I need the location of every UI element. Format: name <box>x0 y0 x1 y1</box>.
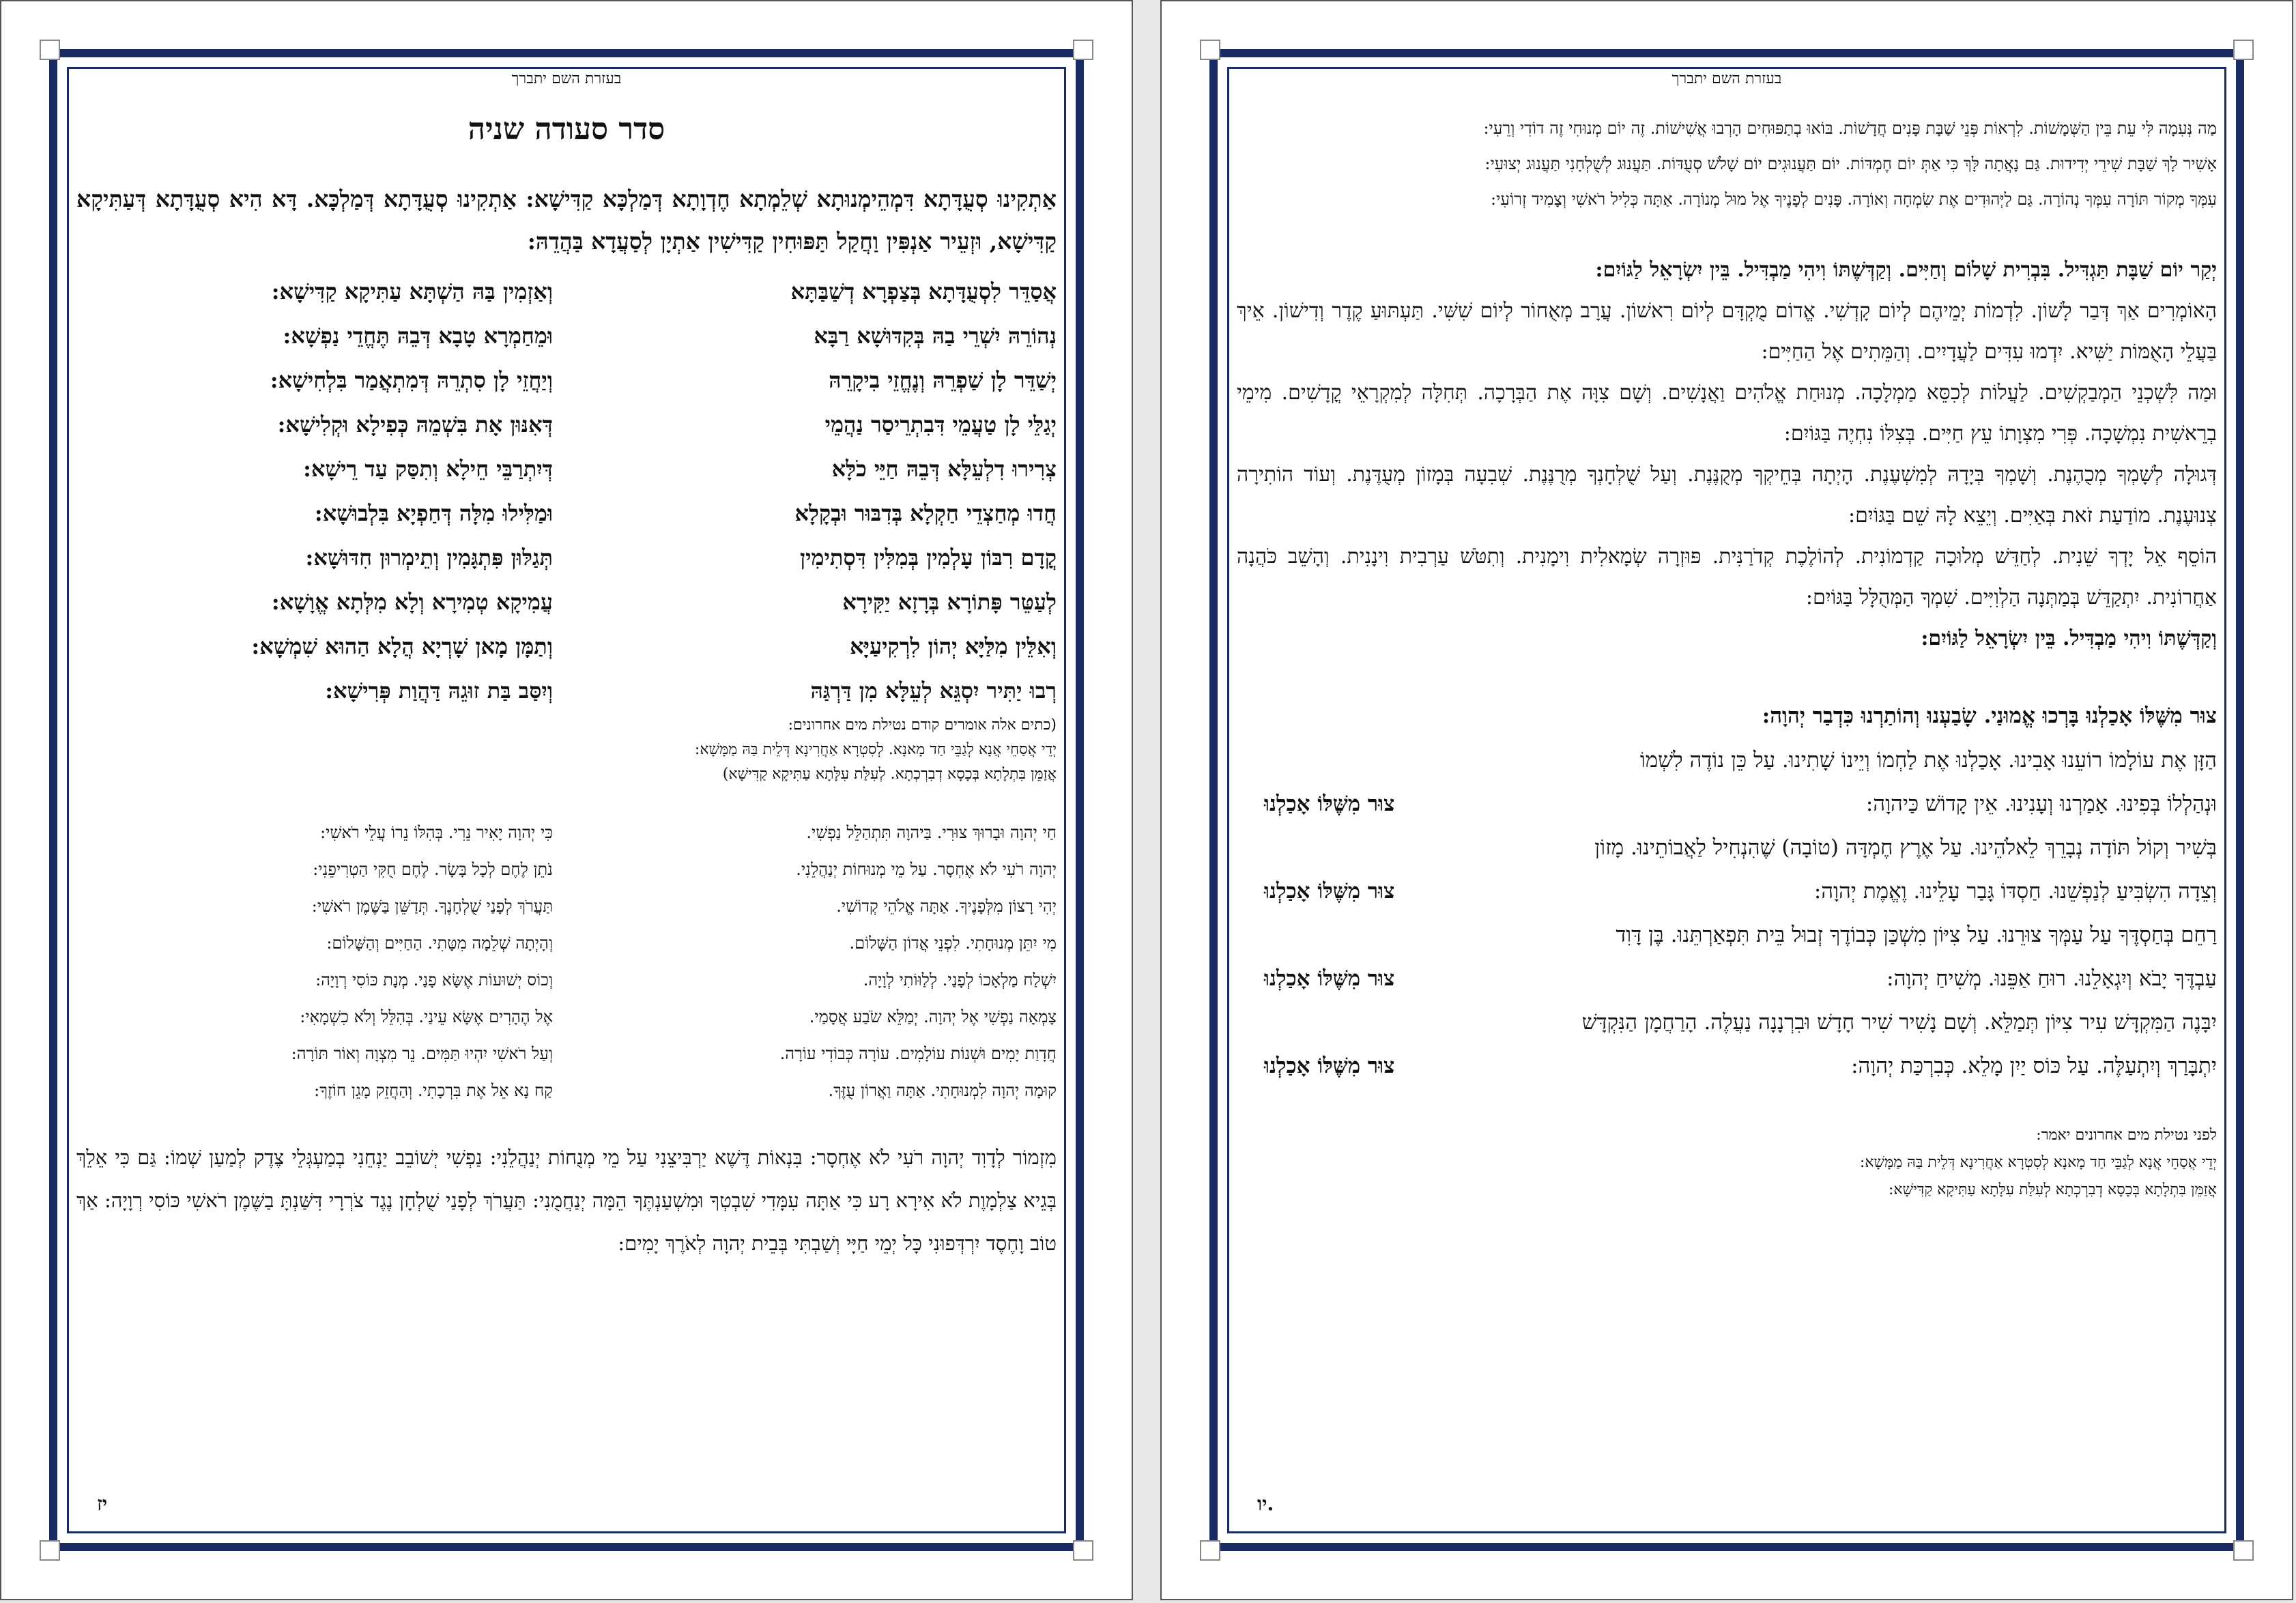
tzur-verse <box>1237 913 2217 1000</box>
song-line: צָמְאָה נַפְשִׁי אֶל יְהוָה. יְמַלֵּא שֹׂבַע אֲסָמַי. <box>809 1007 1057 1026</box>
song-line: וְכוֹס יְשׁוּעוֹת אֶשָּׂא פָנַי. מְנָת כּוֹסִי רְוָיָה: <box>315 970 553 990</box>
corner-ornament-icon <box>40 1540 60 1561</box>
left-page-content <box>76 70 1057 1524</box>
verse-line: בְּשִׁיר וְקוֹל תּוֹדָה נְבָרֵךְ לֵאלֹהֵינוּ. עַל אֶרֶץ חֶמְדָּה (טוֹבָה) שֶׁהִנְחִיל לַאֲבוֹתֵינוּ. מָזוֹן <box>1594 835 2217 860</box>
song-line: וְהָיְתָה שְׁלֵמָה מִטָּתִי. הַחַיִּים וְהַשָּׁלוֹם: <box>326 934 553 953</box>
right-page-content <box>1237 70 2217 1524</box>
song-line: צְרִירוּ דִלְעֵלָּא דְּבֵהּ חַיֵּי כֹלָּא <box>831 456 1057 482</box>
verse-line-with-refrain <box>1237 782 2217 826</box>
yekar-stanza: הָאוֹמְרִים אַךְ דְּבַר לָשׁוֹן. לִדְמוֹת יְמֵיהֶם לְיוֹם קָדְשִׁי. אֱדוֹם מֻקְדָּם לְיוֹם רִאשׁוֹן. עֲרָב מְאֻחוֹר לְיוֹם שִׁשִּׁי. תַּעְתּוּעַ קֶדֶר וְדִישׁוֹן. אֵיךְ בַּעֲלֵי הָאֻמּוֹת יַשִּׁיא. יִדְמוּ עִדִּים לַעֲדָיִים. וְהַמֵּתִים אֶל הַחַיִּים: <box>1237 299 2217 364</box>
corner-ornament-icon <box>2233 1540 2254 1561</box>
psalm-23: מִזְמוֹר לְדָוִד יְהוָה רֹעִי לֹא אֶחְסָר: בִּנְאוֹת דֶּשֶׁא יַרְבִּיצֵנִי עַל מֵי מְנֻחוֹת יְנַהֲלֵנִי: נַפְשִׁי יְשׁוֹבֵב יַנְחֵנִי בְמַעְגְּלֵי צֶדֶק לְמַעַן שְׁמוֹ: גַּם כִּי אֵלֵךְ בְּגֵיא צַלְמָוֶת לֹא אִירָא רָע כִּי אַתָּה עִמָּדִי שִׁבְטְךָ וּמִשְׁעַנְתֶּךָ הֵמָּה יְנַחֲמֻנִי: תַּעֲרֹךְ לְפָנַי שֻׁלְחָן נֶגֶד צֹרְרָי דִּשַּׁנְתָּ בַשֶּׁמֶן רֹאשִׁי כּוֹסִי רְוָיָה: אַךְ טוֹב וָחֶסֶד יִרְדְּפוּנִי כָּל יְמֵי חַיָּי וְשַׁבְתִּי בְּבֵית יְהוָה לְאֹרֶךְ יָמִים: <box>76 1146 1057 1255</box>
song-line: דְּיִתְרַבֵּי חֵילָא וְתִסַּק עַד רֵישָׁא: <box>303 456 553 482</box>
verse-line: יִבָּנֶה הַמִּקְדָּשׁ עִיר צִיּוֹן תְּמַלֵּא. וְשָׁם נָשִׁיר שִׁיר חָדָשׁ וּבִרְנָנָה נַעֲלֶה. הָרַחֲמָן הַנִּקְדָּשׁ <box>1581 1010 2217 1035</box>
song-line: אֲסַדֵּר לִסְעֻדָּתָא בְּצַפְרָא דְשַׁבַּתָּא <box>790 278 1057 304</box>
song-line: נְהוֹרֵהּ יִשְׁרֵי בַהּ בְּקִדּוּשָׁא רַבָּא <box>814 323 1057 349</box>
song-line: חֲדוּ מְחַצְדֵי חַקְלָא בְּדִבּוּר וּבְקָלָא <box>794 500 1057 526</box>
song-line: וּמַלִּילוּ מִלָּה דְּחַפְיָא בִּלְבוּשָׁא: <box>314 500 553 526</box>
instruction-note: אֲזַמֵּן בִּתְלָתָא בְּכָסָא דְבִרְכְתָא לְעִלַּת עִלָּתָא עַתִּיקָא קַדִּישָׁא: <box>1888 1181 2217 1198</box>
tzur-verse <box>1237 826 2217 913</box>
corner-ornament-icon <box>1073 1540 1093 1561</box>
song-line: מִי יִתֵּן מְנוּחָתִי. לִפְנֵי אֲדוֹן הַשָּׁלוֹם. <box>849 934 1057 953</box>
song-paragraph: עִמְּךָ מְקוֹר תּוֹרָה עִמְּךָ נְהוֹרָה. גַּם לַיְּהוּדִים אֶת שִׂמְחָה וְאוֹרָה. פָּנִים לְפָנֶיךָ אֶל מוּל מְנוֹרָה. אַתָּה כְּלִיל רֹאשִׁי וְצָמִיד זְרוֹעִי: <box>1491 190 2217 209</box>
instruction-note: (כתים אלה אומרים קודם נטילת מים אחרונים: <box>788 717 1057 734</box>
song-line: עֲמִיקָא טְמִירָא וְלָא מִלְּתָא אֱוָשָׁא: <box>271 589 553 615</box>
song-line: יִשְׁלַח מַלְאָכוֹ לְפָנַי. לְלַוּוֹתִי לְוָיָה. <box>863 970 1057 990</box>
yekar-stanza: דְּגוּלָה לְשָׁמְךָ מְכֻהֶנֶת. וְשָׁמְךָ בְּיָדָהּ לְמִשְׁעֶנֶת. הָיְתָה בְּחֵיקְךָ מְקֻנֶּנֶת. וְעַל שֻׁלְחָנְךָ מְרֻנֶּנֶת. שְׁבִעָה בְּמָזוֹן מְעֻדֶּנֶת. וְעוֹד הוֹתִירָה צְנוּעֶנֶת. מוֹדַעַת זֹאת בְּאַיִּים. וְיֵצֵא לָהּ שֵׁם בַּגּוֹיִם: <box>1237 463 2217 528</box>
intro-paragraph: אַתְקִינוּ סְעֻדָּתָא דִּמְהֵימְנוּתָא שְׁלֵמְתָא חֶדְוָתָא דְּמַלְכָּא קַדִּישָׁא: אַתְקִינוּ סְעֻדָּתָא דְּמַלְכָּא. דָּא הִיא סְעֻדָּתָא דְּעַתִּיקָא קַדִּישָׁא, וּזְעֵיר אַנְפִּין וַחֲקַל תַּפּוּחִין קַדִּישִׁין אַתְיָן לְסַעֲדָא בַּהֲדֵהּ: <box>76 186 1057 255</box>
tzur-verse <box>1237 1000 2217 1088</box>
song-line: יְהִי רָצוֹן מִלְּפָנֶיךָ. אַתָּה אֱלֹהֵי קְדוֹשִׁי. <box>836 897 1057 916</box>
verse-line: וְצֵדָה הִשְׂבִּיעַ לְנַפְשֵׁנוּ. חַסְדּוֹ גָּבַר עָלֵינוּ. וֶאֱמֶת יְהוָה: <box>1813 879 2217 904</box>
instruction-note: יְדֵי אֲסַחֵי אֲנָא לְגַבֵּי חַד מָאנָא לְסִטְרָא אַחֲרִינָא דְּלֵית בַּהּ מַמָּשָׁא: <box>1859 1154 2217 1171</box>
song-line: תְּגַלּוּן פִּתְגָּמִין וְתֵימְרוּן חִדּוּשָׁא: <box>305 545 553 571</box>
song-line: רְבוּ יַתִּיר יִסְגֵּא לְעֵלָּא מִן דַּרְגַּהּ <box>810 678 1057 704</box>
corner-ornament-icon <box>2233 40 2254 60</box>
song-line: דְּאִנּוּן אָת בִּשְׁמֵהּ כְּפִילָא וּקְלִישָׁא: <box>277 411 553 437</box>
song-line: חֲדָוַת יָמִים וּשְׁנוֹת עוֹלָמִים. עוֹרָה כְּבוֹדִי עוֹרָה. <box>779 1044 1057 1063</box>
end-notes <box>1237 1122 2217 1204</box>
instruction-note: יְדֵי אֲסַחֵי אֲנָא לְגַבֵּי חַד מָאנָא. לְסִטְרָא אַחֲרִינָא דְּלֵית בַּהּ מַמָּשָׁא: <box>694 741 1057 758</box>
song-line: וְאִלֵּין מִלַּיָּא יְהוֹן לִרְקִיעַיָּא <box>850 633 1057 659</box>
yekar-stanza: וּמַה לִּשְׁכְנֵי הַמְבַקְשִׁים. לַעֲלוֹת לְכִסֵּא מַמְלָכָה. מְנוּחַת אֱלֹהִים וַאֲנָשִׁים. וְשָׁם צִוָּה אֶת הַבְּרָכָה. תְּחִלָּה לְמִקְרָאֵי קֳדָשִׁים. מִימֵי בְרֵאשִׁית נִמְשָׁכָה. פְּרִי מִצְוָתוֹ עֵץ חַיִּים. בְּצִלּוֹ נִחְיֶה בַּגּוֹיִם: <box>1237 381 2217 446</box>
corner-ornament-icon <box>1200 40 1220 60</box>
verse-line-with-refrain <box>1237 1044 2217 1088</box>
refrain: צוּר מִשֶּׁלּוֹ אָכַלְנוּ <box>1264 879 1395 904</box>
page-number: יו. <box>1257 1492 1274 1515</box>
refrain: צוּר מִשֶּׁלּוֹ אָכַלְנוּ <box>1264 966 1395 991</box>
instruction-note: אֲזַמֵּן בִּתְלָתָא בְּכָסָא דְבִרְכְתָא. לְעִלַּת עִלָּתָא עַתִּיקָא קַדִּישָׁא) <box>722 766 1057 783</box>
corner-ornament-icon <box>40 40 60 60</box>
song-line: קֳדָם רִבּוֹן עָלְמִין בְּמִלִּין דִּסְתִימִין <box>799 545 1057 571</box>
instruction-note: לפני נטילת מים אחרונים יאמר: <box>2036 1127 2217 1144</box>
song-line: אֶל הֶהָרִים אֶשָּׂא עֵינַי. בְּהִלֵּל וְלֹא כִשְׁמָאִי: <box>300 1007 553 1026</box>
refrain: צוּר מִשֶּׁלּוֹ אָכַלְנוּ <box>1264 1054 1395 1078</box>
page-title: סדר סעודה שניה <box>468 112 665 147</box>
song-line: חַי יְהוָה וּבָרוּךְ צוּרִי. בַּיהוָה תִּתְהַלֵּל נַפְשִׁי. <box>806 823 1057 842</box>
verse-line: הַזָּן אֶת עוֹלָמוֹ רוֹעֵנוּ אָבִינוּ. אָכַלְנוּ אֶת לַחְמוֹ וְיֵינוֹ שָׁתִינוּ. עַל כֵּן נוֹדֶה לִשְׁמוֹ <box>1639 748 2217 772</box>
song-line: יְשַׁדֵּר לָן שַׁפְרֵהּ וְנֶחֱזֵי בִיקָרֵהּ <box>829 367 1057 393</box>
song-chai-hashem <box>76 814 1057 1109</box>
song-line: יְגַלֵּי לָן טַעֲמֵי דִּבִתְרֵיסַר נַהֲמֵי <box>824 411 1057 437</box>
song-line: יְהוָה רֹעִי לֹא אֶחְסָר. עַל מֵי מְנוּחוֹת יְנַהֲלֵנִי. <box>796 860 1057 879</box>
page-header: בעזרת השם יתברך <box>1671 70 1782 87</box>
song-line: תַּעֲרֹךְ לְפָנַי שֻׁלְחָנֶךָ. תְּדַשֵּׁן בַּשֶּׁמֶן רֹאשִׁי: <box>311 897 553 916</box>
song-line: קוּמָה יְהוָה לִמְנוּחָתִי. אַתָּה וַאֲרוֹן עֻזֶּךָ. <box>828 1081 1057 1100</box>
song-paragraph: אָשִׁיר לָךְ שַׁבָּת שִׁירֵי יְדִידוּת. גַּם נָאֲתָה לָּךְ כִּי אַתְּ יוֹם חֶמְדּוֹת. יוֹם תַּעֲנוּגִים יוֹם שָׁלֹשׁ סְעֻדּוֹת. תַּעֲנוּג לְשֻׁלְחָנִי תַּעֲנוּג יְצוּעִי: <box>1484 154 2217 173</box>
tzur-verse <box>1237 738 2217 826</box>
song-line: כִּי יְהוָה יָאִיר נֵרִי. בְּהִלּוֹ נֵרוֹ עֲלֵי רֹאשִׁי: <box>320 823 553 842</box>
song-azamer <box>76 270 1057 713</box>
song-line: נֹתֵן לֶחֶם לְכָל בָּשָׂר. לֶחֶם חֻקִּי הַטְרִיפֵנִי: <box>313 860 553 879</box>
refrain: צוּר מִשֶּׁלּוֹ אָכַלְנוּ <box>1264 792 1395 816</box>
song-line: וְתַמָּן מָאן שָׁרְיָא הֲלָא הַהוּא שִׁמְשָׁא: <box>251 633 553 659</box>
song-line: וּמֵחַמְרָא טָבָא דְּבֵהּ תֶּחֱדֵי נַפְשָׁא: <box>283 323 553 349</box>
song-line: וְאַזְמִין בַּהּ הַשְׁתָּא עַתִּיקָא קַדִּישָׁא: <box>271 278 553 304</box>
verse-line-with-refrain <box>1237 957 2217 1000</box>
page-number: יז <box>97 1492 108 1515</box>
song-line: וְיִסַּב בַּת זוּגֵהּ דַּהֲוַת פְּרִישָׁא: <box>325 678 553 704</box>
page-header: בעזרת השם יתברך <box>511 70 622 87</box>
corner-ornament-icon <box>1073 40 1093 60</box>
yekar-refrain: וְקַדְּשֶׁתּוֹ וִיהִי מַבְדִּיל. בֵּין יִשְׂרָאֵל לַגּוֹיִם: <box>1921 626 2217 650</box>
yekar-title: יְקַר יוֹם שַׁבָּת תַּגְדִּיל. בִּבְרִית שָׁלוֹם וְחַיִּים. וְקַדְּשֶׁתּוֹ וִיהִי מַבְדִּיל. בֵּין יִשְׂרָאֵל לַגּוֹיִם: <box>1595 258 2217 282</box>
right-page <box>1160 0 2293 1600</box>
yekar-stanza: הוֹסֵף אֵל יָדְךָ שֵׁנִית. לְחַדֵּשׁ מְלוּכָה קַדְמוֹנִית. לְהוֹלֶכֶת קְדֹרַנִּית. פּוּזְרָה שְׂמָאלִית וִימָנִית. וְתִטֹּשׁ עַרְבִית וִינָנִית. וְהָשֵׁב כֹּהֲנָה אַחֲרוֹנִית. יִתְקַדֵּשׁ בְּמַתְּנָה הַלְוִיִּים. שִׁמְךָ הַמְּהֻלָּל בַּגּוֹיִם: <box>1237 545 2217 609</box>
song-line: לְעַטֵּר פָּתוֹרָא בְּרָזָא יַקִּירָא <box>842 589 1057 615</box>
song-line: קַח נָא אֵל אֶת בִּרְכָתִי. וְהַחֲזֵק מָגֵן חוֹזֶךָ: <box>314 1081 553 1100</box>
verse-line-with-refrain <box>1237 869 2217 913</box>
song-line: וְיַחֲזֵי לָן סִתְרֵהּ דְּמִתְאֲמַר בִּלְחִישָׁא: <box>270 367 553 393</box>
tzur-title: צוּר מִשֶּׁלּוֹ אָכַלְנוּ בָּרְכוּ אֱמוּנַי. שָׂבַעְנוּ וְהוֹתַרְנוּ כִּדְבַר יְהוָה: <box>1762 704 2217 728</box>
verse-line: רַחֵם בְּחַסְדֶּךָ עַל עַמְּךָ צוּרֵנוּ. עַל צִיּוֹן מִשְׁכַּן כְּבוֹדֶךָ זְבוּל בֵּית תִּפְאַרְתֵּנוּ. בֶּן דָּוִד <box>1616 923 2217 947</box>
song-line: וְעַל רֹאשִׁי יִהְיוּ תַּמִּים. נֵר מִצְוָה וְאוֹר תּוֹרָה: <box>291 1044 553 1063</box>
verse-line: וּנְהַלְלוֹ בְּפִינוּ. אָמַרְנוּ וְעָנִינוּ. אֵין קָדוֹשׁ כַּיהוָה: <box>1865 792 2217 816</box>
verse-line: יִתְבָּרַךְ וְיִתְעַלֶּה. עַל כּוֹס יַיִן מָלֵא. כְּבִרְכַּת יְהוָה: <box>1851 1054 2217 1078</box>
left-page <box>0 0 1133 1600</box>
verse-line: עַבְדֶּךָ יָבֹא וְיִגְאָלֵנוּ. רוּחַ אַפֵּנוּ. מְשִׁיחַ יְהוָה: <box>1886 966 2217 991</box>
corner-ornament-icon <box>1200 1540 1220 1561</box>
song-paragraph: מַה נְּעִמָה לִּי עֵת בֵּין הַשְּׁמָשׁוֹת. לִרְאוֹת פְּנֵי שַׁבָּת פָּנִים חֲדָשׁוֹת. בּוֹאוּ בְתַפּוּחִים הָרְבוּ אֲשִׁישׁוֹת. זֶה יוֹם מְנוּחִי זֶה דוֹדִי וְרֵעִי: <box>1483 119 2217 138</box>
